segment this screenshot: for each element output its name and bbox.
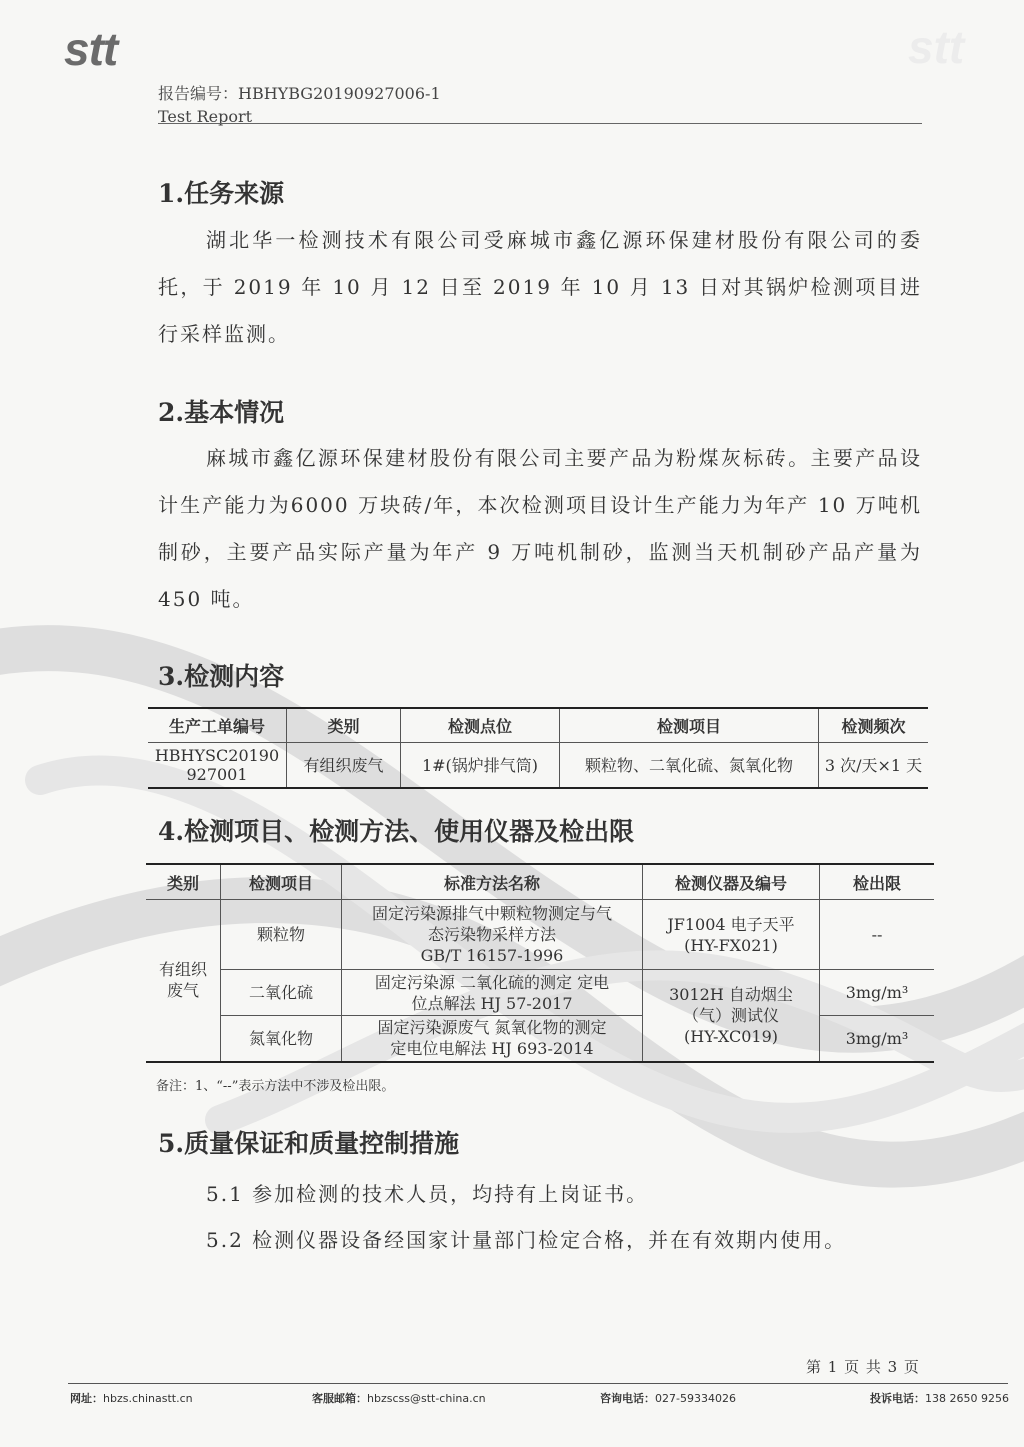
category-line-2: 废气 bbox=[166, 981, 199, 1001]
category-cell: 有组织废气 bbox=[287, 743, 401, 789]
category-line-1: 有组织 bbox=[158, 960, 207, 980]
section-3-title: 3.检测内容 bbox=[158, 662, 285, 691]
complaint-label: 投诉电话： bbox=[870, 1392, 925, 1405]
category-cell bbox=[146, 900, 221, 1062]
test-content-table bbox=[148, 707, 928, 789]
col-items: 检测项目 bbox=[560, 708, 819, 743]
section-4-title: 4.检测项目、检测方法、使用仪器及检出限 bbox=[158, 817, 635, 846]
footer-consult-phone bbox=[600, 1390, 736, 1406]
item-cell: 氮氧化物 bbox=[221, 1016, 342, 1062]
consult-label: 咨询电话： bbox=[600, 1392, 655, 1405]
footer-complaint-phone bbox=[870, 1390, 1009, 1406]
table-row bbox=[146, 900, 934, 970]
method-line-2: 态污染物采样方法 bbox=[427, 925, 556, 944]
footer-email bbox=[312, 1390, 486, 1406]
section-1-body: 湖北华一检测技术有限公司受麻城市鑫亿源环保建材股份有限公司的委托，于 2019 年 10 月 12 日至 2019 年 10 月 13 日对其锅炉检测项目进行采样监测。 bbox=[158, 228, 922, 346]
section-1-title: 1.任务来源 bbox=[158, 179, 285, 208]
col-category: 类别 bbox=[146, 864, 221, 900]
limit-cell: 3mg/m³ bbox=[820, 1016, 935, 1062]
report-header bbox=[158, 82, 441, 128]
col-category: 类别 bbox=[287, 708, 401, 743]
instrument-line-3: (HY-XC019) bbox=[684, 1026, 778, 1046]
col-limit: 检出限 bbox=[820, 864, 935, 900]
instrument-line-1: JF1004 电子天平 bbox=[667, 914, 795, 934]
method-cell bbox=[342, 1016, 643, 1062]
method-line-1: 固定污染源废气 氮氧化物的测定 bbox=[377, 1018, 607, 1038]
col-order-no: 生产工单编号 bbox=[148, 708, 287, 743]
section-2-title: 2.基本情况 bbox=[158, 398, 285, 427]
method-line-2: 定电位电解法 HJ 693-2014 bbox=[390, 1039, 594, 1059]
table-row bbox=[148, 743, 928, 789]
instrument-cell bbox=[643, 970, 820, 1062]
items-cell: 颗粒物、二氧化硫、氮氧化物 bbox=[560, 743, 819, 789]
col-method: 标准方法名称 bbox=[342, 864, 643, 900]
qa-item-1: 5.1 参加检测的技术人员，均持有上岗证书。 bbox=[206, 1182, 649, 1206]
page-number: 第 1 页 共 3 页 bbox=[806, 1358, 920, 1376]
complaint-number: 138 2650 9256 bbox=[925, 1392, 1009, 1405]
col-frequency: 检测频次 bbox=[819, 708, 929, 743]
instrument-line-2: （气）测试仪 bbox=[682, 1005, 779, 1025]
table-header-row bbox=[146, 864, 934, 900]
method-cell bbox=[342, 900, 643, 970]
stt-logo: stt bbox=[64, 23, 118, 75]
order-no-cell bbox=[148, 743, 287, 789]
footer-website bbox=[70, 1390, 193, 1406]
table-header-row bbox=[148, 708, 928, 743]
col-point: 检测点位 bbox=[401, 708, 560, 743]
limit-cell: 3mg/m³ bbox=[820, 970, 935, 1016]
qa-item-2: 5.2 检测仪器设备经国家计量部门检定合格，并在有效期内使用。 bbox=[206, 1228, 847, 1252]
stt-watermark-logo: stt bbox=[908, 21, 965, 73]
instrument-line-2: (HY-FX021) bbox=[684, 935, 778, 955]
consult-number: 027-59334026 bbox=[655, 1392, 736, 1405]
report-number: 报告编号：HBHYBG20190927006-1 bbox=[158, 84, 441, 103]
method-table bbox=[146, 863, 934, 1063]
method-line-1: 固定污染源排气中颗粒物测定与气 bbox=[371, 904, 612, 923]
table-row bbox=[146, 970, 934, 1016]
instrument-cell bbox=[643, 900, 820, 970]
email-label: 客服邮箱： bbox=[312, 1392, 367, 1405]
website-link[interactable]: hbzs.chinastt.cn bbox=[103, 1392, 193, 1405]
frequency-cell: 3 次/天×1 天 bbox=[819, 743, 929, 789]
table-note: 备注：1、“--”表示方法中不涉及检出限。 bbox=[156, 1079, 395, 1094]
order-no-line-1: HBHYSC20190 bbox=[154, 746, 280, 765]
item-cell: 颗粒物 bbox=[221, 900, 342, 970]
email-link[interactable]: hbzscss@stt-china.cn bbox=[367, 1392, 486, 1405]
col-instrument: 检测仪器及编号 bbox=[643, 864, 820, 900]
header-divider bbox=[158, 123, 922, 124]
method-line-2: 位点解法 HJ 57-2017 bbox=[411, 993, 573, 1013]
report-type: Test Report bbox=[158, 107, 253, 126]
instrument-line-1: 3012H 自动烟尘 bbox=[669, 984, 793, 1004]
item-cell: 二氧化硫 bbox=[221, 970, 342, 1016]
method-line-1: 固定污染源 二氧化硫的测定 定电 bbox=[374, 972, 610, 992]
point-cell: 1#(锅炉排气筒) bbox=[401, 743, 560, 789]
method-cell bbox=[342, 970, 643, 1016]
footer-divider bbox=[68, 1383, 1008, 1384]
section-2-body: 麻城市鑫亿源环保建材股份有限公司主要产品为粉煤灰标砖。主要产品设计生产能力为6000 万块砖/年，本次检测项目设计生产能力为年产 10 万吨机制砂，主要产品实际产量为年产 9 万吨机制砂，监测当天机制砂产品产量为 450 吨。 bbox=[158, 446, 922, 611]
order-no-line-2: 927001 bbox=[186, 765, 248, 784]
col-item: 检测项目 bbox=[221, 864, 342, 900]
limit-cell: -- bbox=[820, 900, 935, 970]
website-label: 网址： bbox=[70, 1392, 103, 1405]
section-5-title: 5.质量保证和质量控制措施 bbox=[158, 1129, 460, 1158]
method-line-3: GB/T 16157-1996 bbox=[420, 946, 564, 965]
